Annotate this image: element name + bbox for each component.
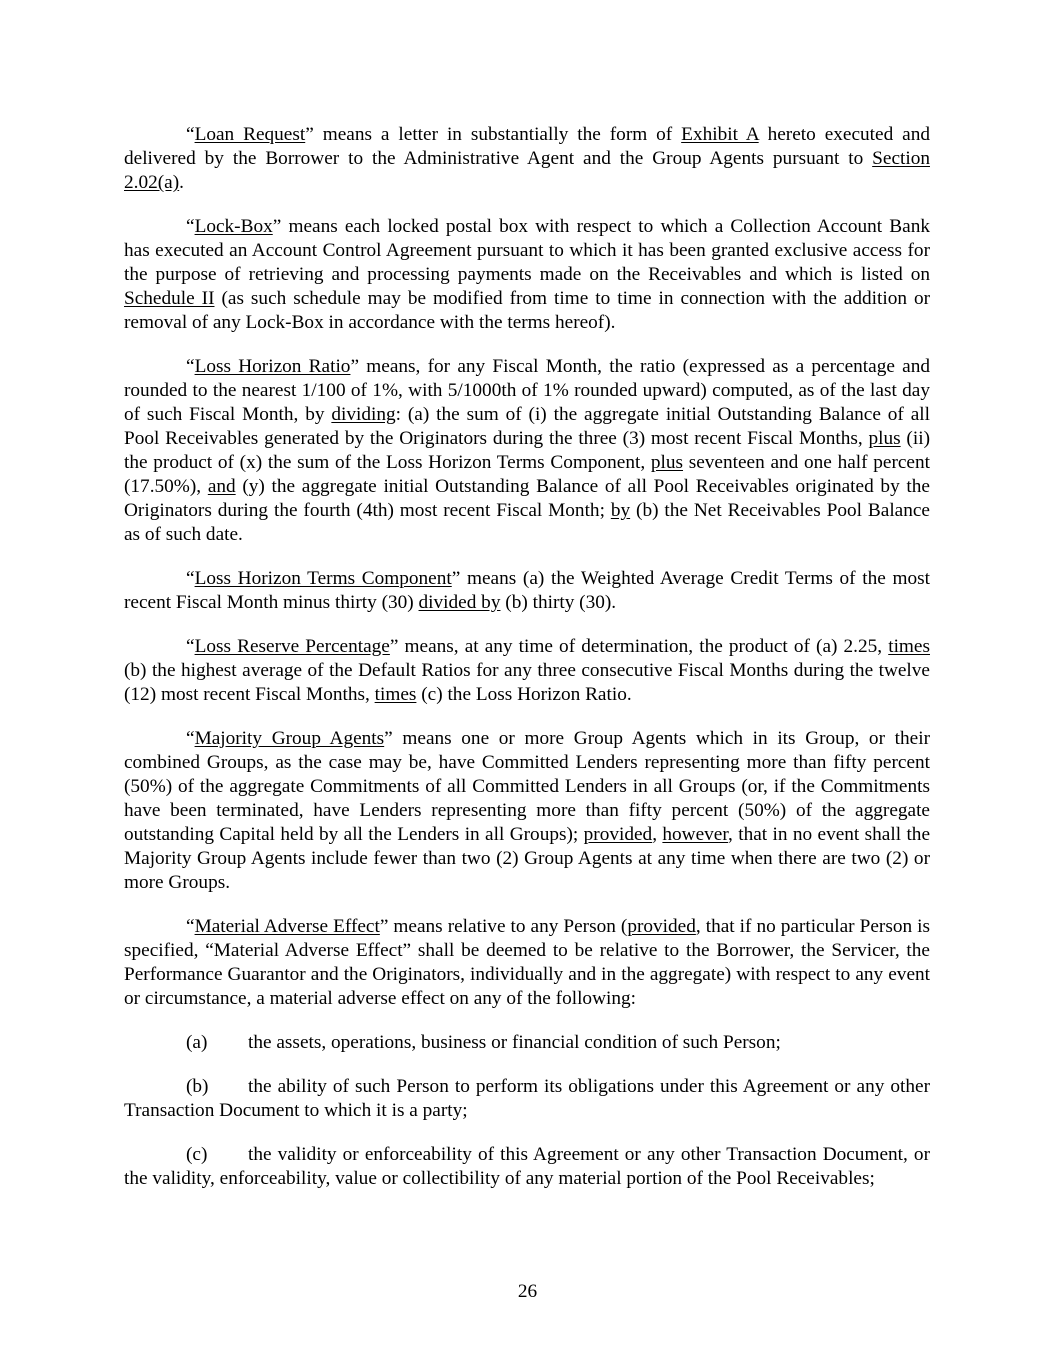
emphasis-word: dividing [331, 404, 396, 425]
definition-loss-reserve-percentage: “Loss Reserve Percentage” means, at any time of determination, the product of (a) 2.25, times (b) the highest average of the Default Ratios for any three consecutive Fiscal Months during the twelve (12) most recent Fiscal Months, times (c) the Loss Horizon Ratio. [124, 636, 930, 705]
list-item-text: the validity or enforceability of this Agreement or any other Transaction Document, or the validity, enforceability, value or collectibility of any material portion of the Pool Receivables; [124, 1144, 930, 1189]
list-item-label: (c) [186, 1144, 208, 1165]
defined-term: Loan Request [194, 124, 306, 145]
emphasis-word: divided by [418, 592, 501, 613]
emphasis-word: plus [650, 452, 684, 473]
emphasis-word: provided [627, 916, 696, 937]
emphasis-word: plus [868, 428, 901, 449]
list-item-c [124, 1143, 930, 1191]
definition-loss-horizon-ratio: “Loss Horizon Ratio” means, for any Fiscal Month, the ratio (expressed as a percentage and rounded to the nearest 1/100 of 1%, with 5/1000th of 1% rounded upward) computed, as of the last day of such Fiscal Month, by dividing: (a) the sum of (i) the aggregate initial Outstanding Balance of all Pool Receivables generated by the Originators during the three (3) most recent Fiscal Months, plus (ii) the product of (x) the sum of the Loss Horizon Terms Component, plus seventeen and one half percent (17.50%), and (y) the aggregate initial Outstanding Balance of all Pool Receivables originated by the Originators during the fourth (4th) most recent Fiscal Month; by (b) the Net Receivables Pool Balance as of such date. [124, 356, 930, 545]
emphasis-word: and [207, 476, 236, 497]
list-item-text: the assets, operations, business or financial condition of such Person; [248, 1032, 781, 1053]
defined-term: Loss Horizon Terms Component [194, 568, 452, 589]
emphasis-word: however [662, 824, 729, 845]
schedule-reference: Schedule II [124, 288, 215, 309]
definition-loan-request: “Loan Request” means a letter in substantially the form of Exhibit A hereto executed and delivered by the Borrower to the Administrative Agent and the Group Agents pursuant to Section 2.02(a). [124, 124, 930, 193]
definition-majority-group-agents: “Majority Group Agents” means one or more Group Agents which in its Group, or their combined Groups, as the case may be, have Committed Lenders representing more than fifty percent (50%) of the aggregate Commitments of all Committed Lenders in all Groups (or, if the Commitments have been terminated, have Lenders representing more than fifty percent (50%) of the aggregate outstanding Capital held by all the Lenders in all Groups); provided, however, that in no event shall the Majority Group Agents include fewer than two (2) Group Agents at any time when there are two (2) or more Groups. [124, 728, 931, 893]
emphasis-word: provided [583, 824, 653, 845]
definition-material-adverse-effect: “Material Adverse Effect” means relative to any Person (provided, that if no particular Person is specified, “Material Adverse Effect” shall be deemed to be relative to the Borrower, the Servicer, the Performance Guarantor and the Originators, individually and in the aggregate) with respect to any event or circumstance, a material adverse effect on any of the following: [124, 916, 930, 1009]
list-item-text: the ability of such Person to perform its obligations under this Agreement or any other Transaction Document to which it is a party; [124, 1076, 930, 1121]
emphasis-word: times [374, 684, 417, 705]
definition-lock-box: “Lock-Box” means each locked postal box with respect to which a Collection Account Bank has executed an Account Control Agreement pursuant to which it has been granted exclusive access for the purpose of retrieving and processing payments made on the Receivables and which is listed on Schedule II (as such schedule may be modified from time to time in connection with the addition or removal of any Lock-Box in accordance with the terms hereof). [124, 216, 931, 333]
exhibit-reference: Exhibit A [681, 124, 759, 145]
list-item-a [124, 1031, 930, 1055]
defined-term: Lock-Box [194, 216, 273, 237]
defined-term: Loss Horizon Ratio [194, 356, 351, 377]
section-reference: Section 2.02(a) [124, 148, 930, 193]
defined-term: Loss Reserve Percentage [194, 636, 390, 657]
defined-term: Majority Group Agents [194, 728, 385, 749]
emphasis-word: times [888, 636, 930, 657]
list-item-label: (a) [186, 1032, 208, 1053]
page-number: 26 [517, 1281, 538, 1302]
definition-loss-horizon-terms-component: “Loss Horizon Terms Component” means (a) the Weighted Average Credit Terms of the most recent Fiscal Month minus thirty (30) divided by (b) thirty (30). [124, 568, 930, 613]
list-item-b [124, 1075, 930, 1123]
defined-term: Material Adverse Effect [194, 916, 380, 937]
document-page [124, 123, 930, 1211]
list-item-label: (b) [186, 1076, 209, 1097]
emphasis-word: by [610, 500, 631, 521]
